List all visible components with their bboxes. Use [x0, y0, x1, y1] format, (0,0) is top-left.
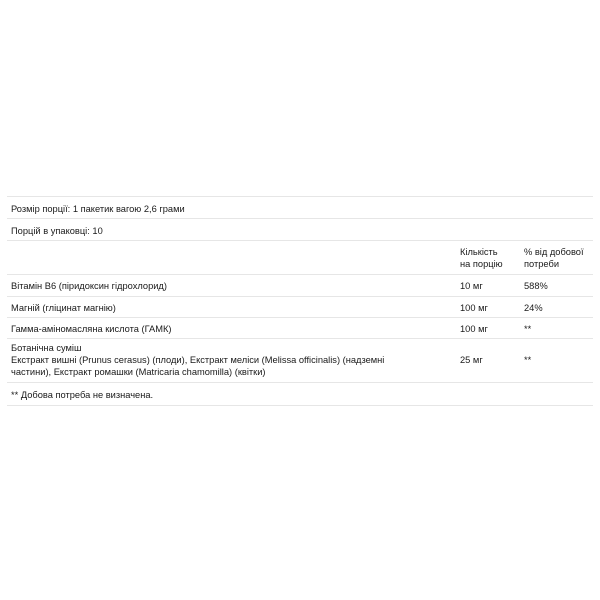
serving-size: Розмір порції: 1 пакетик вагою 2,6 грами — [11, 204, 185, 214]
table-row — [7, 274, 593, 296]
servings-per-container-row — [7, 218, 593, 240]
serving-size-row — [7, 196, 593, 218]
botanical-blend-row — [7, 338, 593, 382]
blend-description — [11, 342, 384, 378]
amount-header: Кількість на порцію — [460, 247, 503, 269]
ingredient-amount: 100 мг — [460, 324, 488, 334]
ingredient-daily-value: ** — [524, 324, 532, 334]
table-row — [7, 296, 593, 317]
daily-value-header: % від добової потреби — [524, 247, 584, 269]
blend-amount: 25 мг — [460, 355, 483, 365]
table-header-row — [7, 240, 593, 274]
ingredient-daily-value: 588% — [524, 281, 548, 291]
ingredient-amount: 10 мг — [460, 281, 483, 291]
blend-title: Ботанічна суміш — [11, 343, 82, 353]
ingredient-name: Магній (гліцинат магнію) — [11, 303, 116, 313]
blend-daily-value: ** — [524, 355, 532, 365]
blend-line: частини), Екстракт ромашки (Matricaria chamomilla) (квітки) — [11, 367, 266, 377]
ingredient-daily-value: 24% — [524, 303, 543, 313]
footnote-row — [7, 382, 593, 406]
footnote: ** Добова потреба не визначена. — [11, 390, 154, 400]
ingredient-name: Вітамін В6 (піридоксин гідрохлорид) — [11, 281, 167, 291]
ingredient-name: Гамма-аміномасляна кислота (ГАМК) — [11, 324, 172, 334]
supplement-facts-table — [7, 196, 593, 406]
blend-line: Екстракт вишні (Prunus cerasus) (плоди), Екстракт меліси (Melissa officinalis) (надземні — [11, 355, 385, 365]
servings-per-container: Порцій в упаковці: 10 — [11, 226, 103, 236]
ingredient-amount: 100 мг — [460, 303, 488, 313]
table-row — [7, 317, 593, 338]
